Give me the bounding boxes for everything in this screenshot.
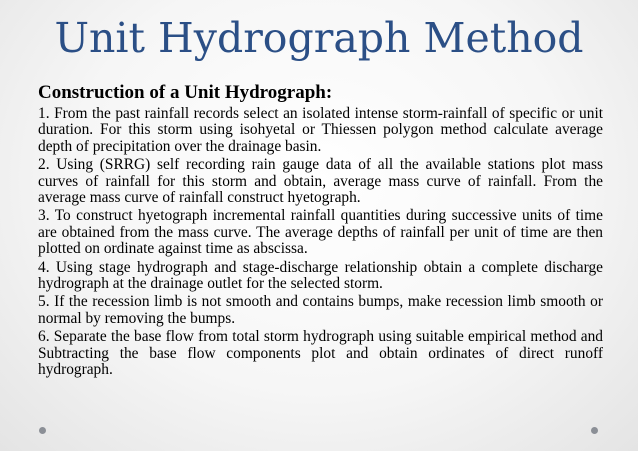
decorative-dot-left bbox=[39, 427, 46, 434]
step-3: 3. To construct hyetograph incremental rainfall quantities during successive units of time are obtained from the mass curve. The average depths of rainfall per unit of time are then plotted on ordinate against time as abscissa. bbox=[38, 207, 603, 258]
slide-title: Unit Hydrograph Method bbox=[54, 14, 584, 62]
slide-content bbox=[38, 80, 603, 379]
step-4: 4. Using stage hydrograph and stage-discharge relationship obtain a complete discharge hydrograph at the drainage outlet for the selected storm. bbox=[38, 258, 603, 293]
step-6: 6. Separate the base flow from total storm hydrograph using suitable empirical method and Subtracting the base flow components plot and obtain ordinates of direct runoff hydrograph. bbox=[38, 328, 603, 379]
decorative-dot-right bbox=[591, 427, 598, 434]
step-5: 5. If the recession limb is not smooth and contains bumps, make recession limb smooth or normal by removing the bumps. bbox=[38, 293, 603, 327]
slide-subtitle: Construction of a Unit Hydrograph: bbox=[38, 82, 333, 103]
step-1: 1. From the past rainfall records select an isolated intense storm-rainfall of specific or unit duration. For this storm using isohyetal or Thiessen polygon method calculate average depth of precipitation over the drainage basin. bbox=[38, 105, 603, 155]
step-2: 2. Using (SRRG) self recording rain gauge data of all the available stations plot mass curves of rainfall for this storm and obtain, average mass curve of rainfall. From the average mass curve of rainfall construct hyetograph. bbox=[38, 156, 603, 207]
